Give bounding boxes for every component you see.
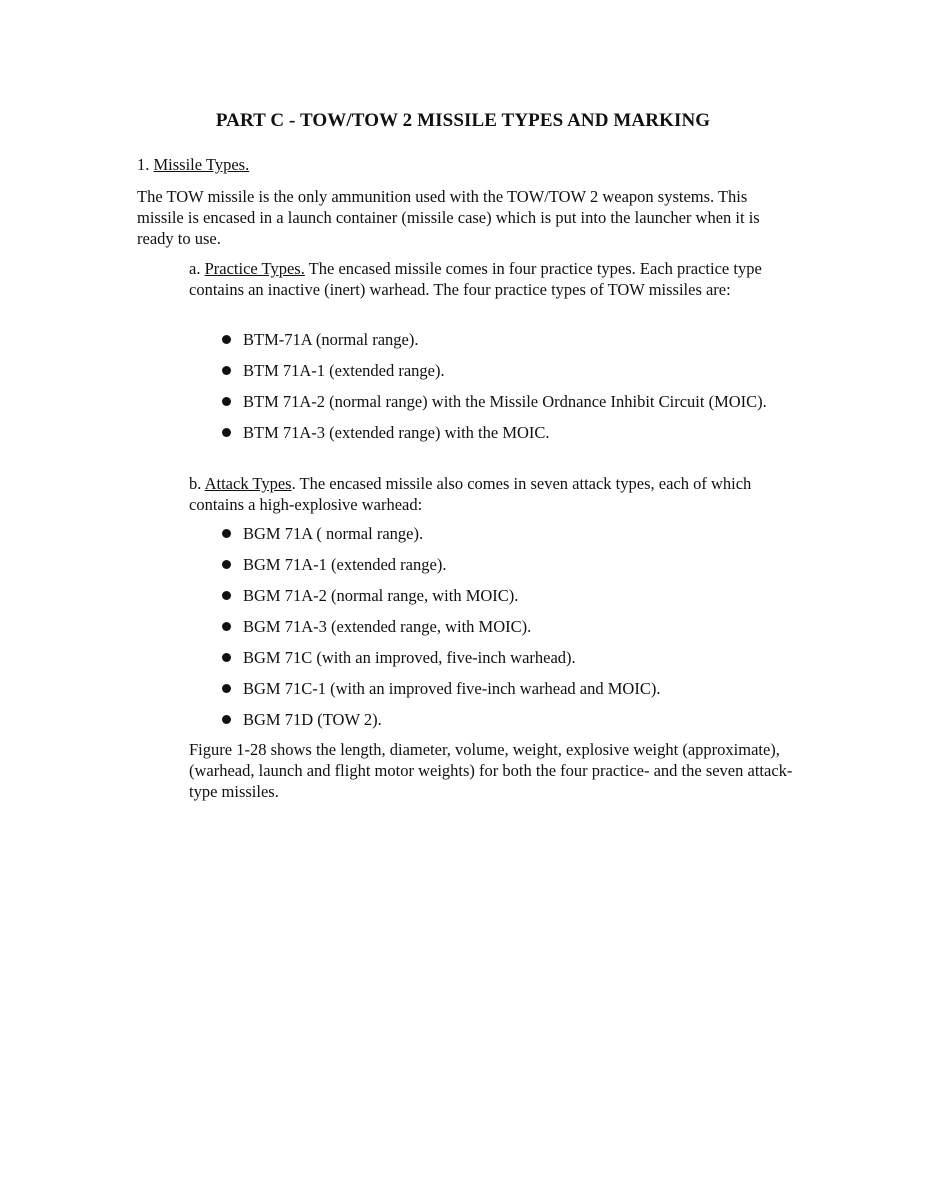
attack-label: b. <box>189 474 202 493</box>
list-item <box>220 422 780 443</box>
bullet-icon <box>222 560 231 569</box>
list-item-text: BTM-71A (normal range). <box>243 330 419 349</box>
list-item <box>220 391 780 412</box>
section-heading <box>137 155 249 175</box>
list-item <box>220 678 780 699</box>
bullet-icon <box>222 622 231 631</box>
list-item-text: BGM 71C-1 (with an improved five-inch warhead and MOIC). <box>243 679 661 698</box>
section-number: 1. <box>137 155 150 174</box>
list-item-text: BGM 71A-1 (extended range). <box>243 555 447 574</box>
attack-heading: Attack Types <box>204 474 292 493</box>
bullet-icon <box>222 684 231 693</box>
bullet-icon <box>222 397 231 406</box>
list-item <box>220 616 780 637</box>
intro-paragraph: The TOW missile is the only ammunition used with the TOW/TOW 2 weapon systems. This missile is encased in a launch container (missile case) which is put into the launcher when it is ready to use. <box>137 187 760 248</box>
figure-note-paragraph: Figure 1-28 shows the length, diameter, volume, weight, explosive weight (approximate), (warhead, launch and flight motor weights) for both the four practice- and the seven attack-type missiles. <box>189 740 793 801</box>
bullet-icon <box>222 591 231 600</box>
attack-text: . The encased missile also comes in seven attack types, each of which contains a high-explosive warhead: <box>189 474 752 514</box>
list-item <box>220 585 780 606</box>
practice-text: The encased missile comes in four practice types. Each practice type contains an inactive (inert) warhead. The four practice types of TOW missiles are: <box>189 259 762 299</box>
list-item <box>220 360 780 381</box>
list-item <box>220 647 780 668</box>
list-item-text: BGM 71A-2 (normal range, with MOIC). <box>243 586 519 605</box>
bullet-icon <box>222 428 231 437</box>
list-item-text: BGM 71D (TOW 2). <box>243 710 382 729</box>
practice-heading: Practice Types. <box>204 259 305 278</box>
attack-types-paragraph <box>189 473 799 515</box>
attack-types-list <box>220 523 780 740</box>
practice-types-paragraph <box>189 258 799 300</box>
list-item-text: BGM 71A ( normal range). <box>243 524 424 543</box>
practice-types-list <box>220 329 780 453</box>
list-item <box>220 709 780 730</box>
page-title: PART C - TOW/TOW 2 MISSILE TYPES AND MARKING <box>215 110 711 131</box>
section-heading-text: Missile Types. <box>153 155 250 174</box>
bullet-icon <box>222 366 231 375</box>
list-item <box>220 329 780 350</box>
list-item-text: BTM 71A-3 (extended range) with the MOIC. <box>243 423 550 442</box>
list-item-text: BTM 71A-2 (normal range) with the Missile Ordnance Inhibit Circuit (MOIC). <box>243 392 767 411</box>
bullet-icon <box>222 653 231 662</box>
practice-label: a. <box>189 259 201 278</box>
list-item-text: BGM 71A-3 (extended range, with MOIC). <box>243 617 532 636</box>
list-item <box>220 523 780 544</box>
list-item-text: BTM 71A-1 (extended range). <box>243 361 445 380</box>
list-item-text: BGM 71C (with an improved, five-inch warhead). <box>243 648 576 667</box>
bullet-icon <box>222 529 231 538</box>
bullet-icon <box>222 715 231 724</box>
bullet-icon <box>222 335 231 344</box>
list-item <box>220 554 780 575</box>
